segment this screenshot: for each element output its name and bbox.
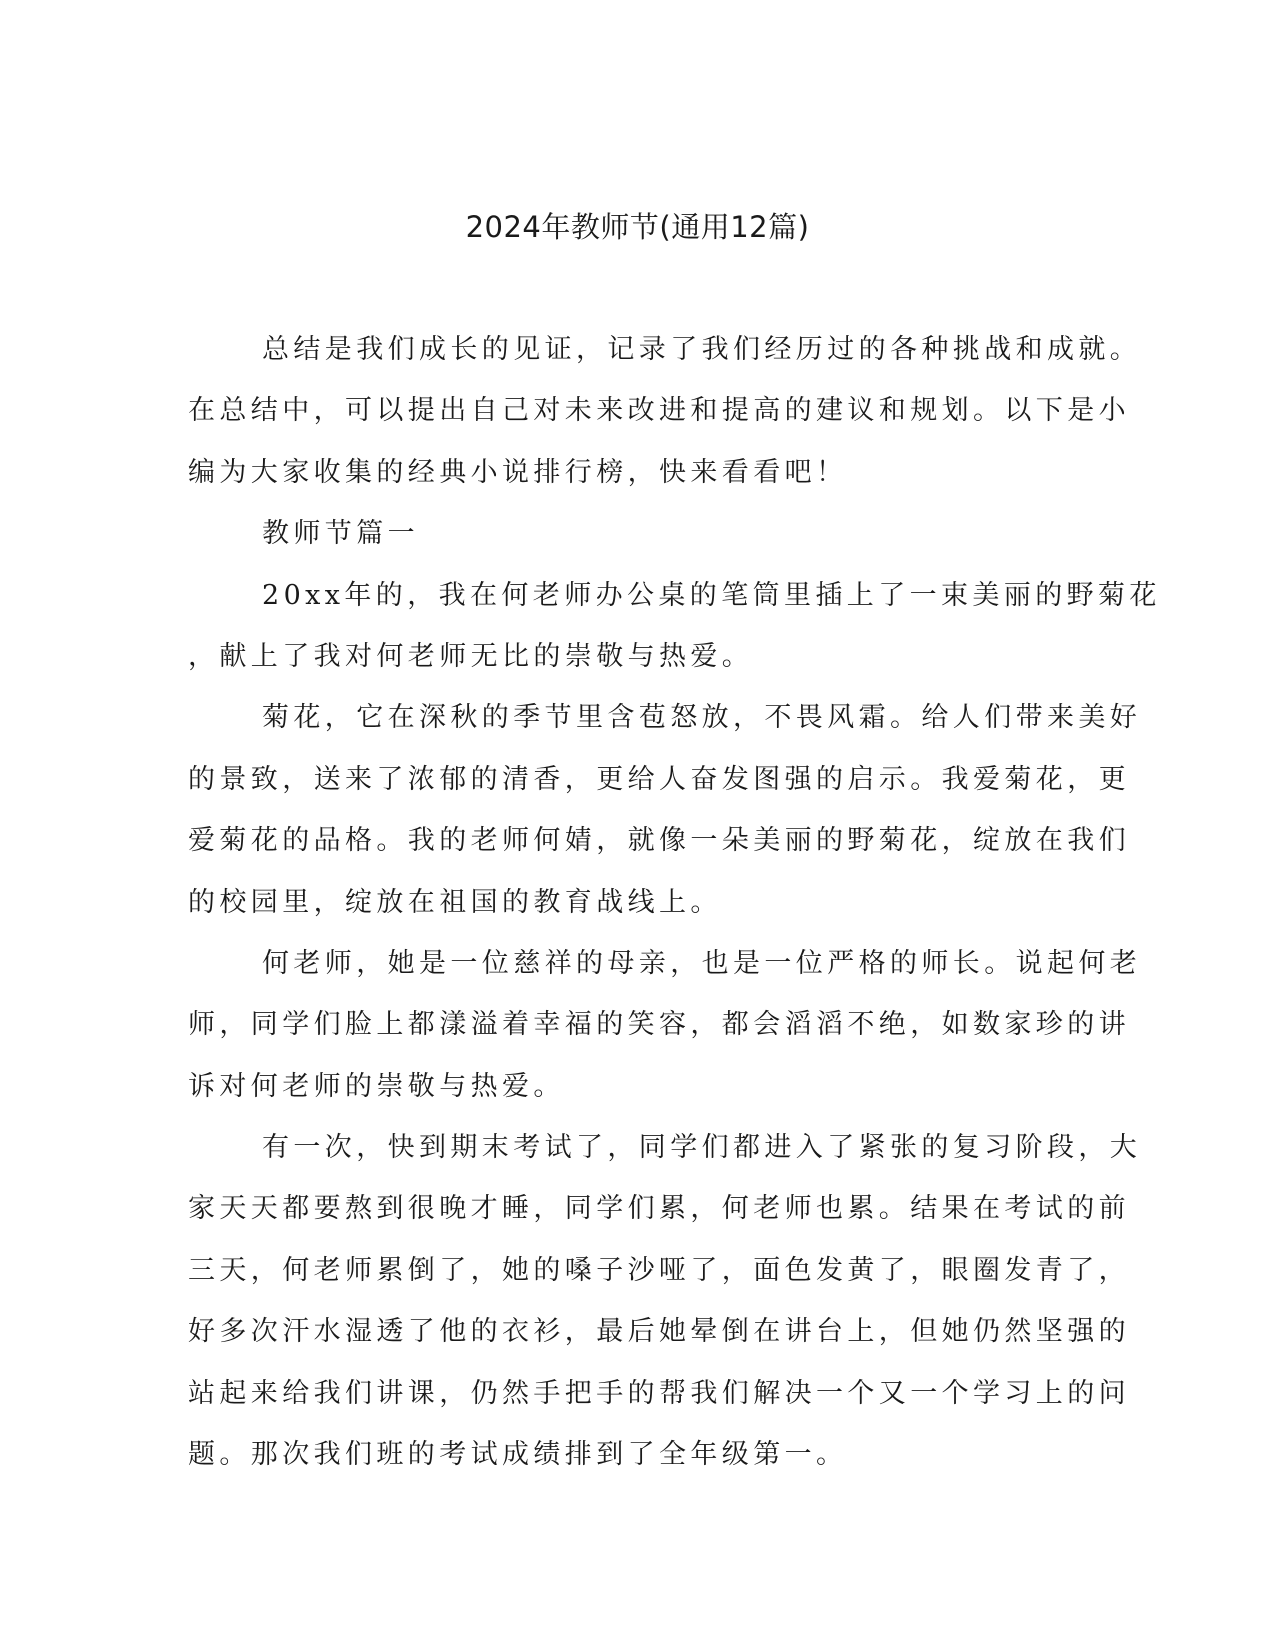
paragraph-line: 的景致，送来了浓郁的清香，更给人奋发图强的启示。我爱菊花，更 <box>188 763 1130 795</box>
paragraph-line: 的校园里，绽放在祖国的教育战线上。 <box>188 886 722 918</box>
paragraph-line: 好多次汗水湿透了他的衣衫，最后她晕倒在讲台上，但她仍然坚强的 <box>188 1316 1130 1348</box>
paragraph-line: 诉对何老师的崇敬与热爱。 <box>188 1070 565 1102</box>
paragraph-line: 家天天都要熬到很晚才睡，同学们累，何老师也累。结果在考试的前 <box>188 1193 1130 1225</box>
paragraph-line: 编为大家收集的经典小说排行榜，快来看看吧！ <box>188 456 848 488</box>
paragraph-line: 题。那次我们班的考试成绩排到了全年级第一。 <box>188 1439 848 1471</box>
section-heading: 教师节篇一 <box>262 518 419 550</box>
paragraph-line: 师，同学们脸上都漾溢着幸福的笑容，都会滔滔不绝，如数家珍的讲 <box>188 1009 1130 1041</box>
paragraph-line: 何老师，她是一位慈祥的母亲，也是一位严格的师长。说起何老 <box>262 947 1142 979</box>
paragraph-line: 总结是我们成长的见证，记录了我们经历过的各种挑战和成就。 <box>262 334 1142 365</box>
document-title: 2024年教师节(通用12篇) <box>465 210 810 244</box>
paragraph-line: 20xx年的，我在何老师办公桌的笔筒里插上了一束美丽的野菊花 <box>262 579 1161 611</box>
paragraph-line: 菊花，它在深秋的季节里含苞怒放，不畏风霜。给人们带来美好 <box>262 702 1142 734</box>
paragraph-line: 有一次，快到期末考试了，同学们都进入了紧张的复习阶段，大 <box>262 1132 1142 1164</box>
paragraph-line: 在总结中，可以提出自己对未来改进和提高的建议和规划。以下是小 <box>188 395 1130 427</box>
paragraph-line: ，献上了我对何老师无比的崇敬与热爱。 <box>188 640 754 672</box>
paragraph-line: 爱菊花的品格。我的老师何婧，就像一朵美丽的野菊花，绽放在我们 <box>188 825 1130 857</box>
document-body <box>188 330 1161 1496</box>
paragraph-line: 三天，何老师累倒了，她的嗓子沙哑了，面色发黄了，眼圈发青了， <box>188 1254 1130 1286</box>
paragraph-line: 站起来给我们讲课，仍然手把手的帮我们解决一个又一个学习上的问 <box>188 1377 1130 1409</box>
